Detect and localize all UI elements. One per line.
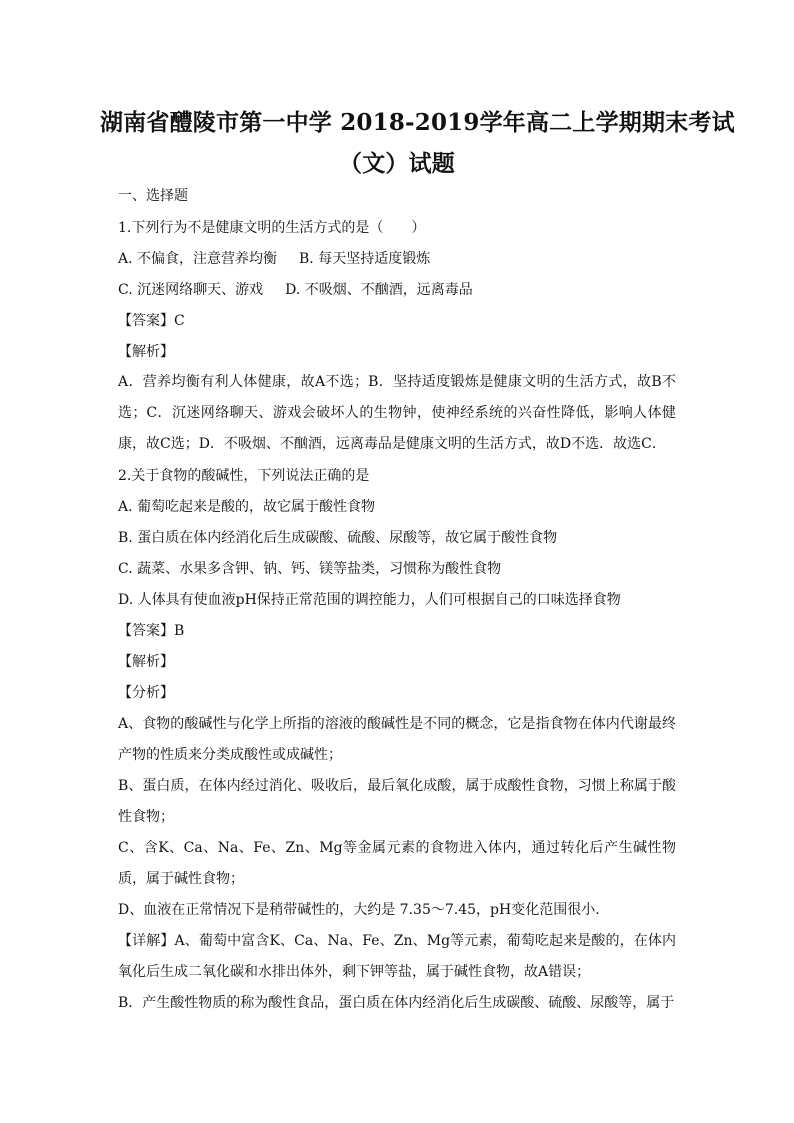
question-2-stem: 2.关于食物的酸碱性，下列说法正确的是 <box>118 468 370 484</box>
question-2-option-a: A. 葡萄吃起来是酸的，故它属于酸性食物 <box>118 499 376 515</box>
question-2-analysis-label: 【解析】 <box>118 654 174 670</box>
question-1-option-d: D. 不吸烟、不酗酒，远离毒品 <box>285 282 473 298</box>
question-2-fenxi-c: C、含K、Ca、Na、Fe、Zn、Mg等金属元素的食物进入体内，通过转化后产生碱性物质，属于碱性食物； <box>118 840 676 887</box>
question-2-detail: 【详解】A、葡萄中富含K、Ca、Na、Fe、Zn、Mg等元素，葡萄吃起来是酸的，在体内氧化后生成二氧化碳和水排出体外，剩下钾等盐，属于碱性食物，故A错误； <box>118 933 676 980</box>
question-1-stem: 1.下列行为不是健康文明的生活方式的是（ ） <box>118 220 426 236</box>
question-2-fenxi-label: 【分析】 <box>118 685 174 701</box>
question-1-options-row-1 <box>118 250 430 268</box>
question-1-option-b: B. 每天坚持适度锻炼 <box>299 251 431 267</box>
question-2-answer: 【答案】B <box>118 623 185 639</box>
question-1-answer: 【答案】C <box>118 313 185 329</box>
question-2-fenxi-b: B、蛋白质，在体内经过消化、吸收后，最后氧化成酸，属于成酸性食物，习惯上称属于酸性食物； <box>118 778 676 825</box>
document-subtitle: （文）试题 <box>339 150 455 177</box>
question-2-option-c: C. 蔬菜、水果多含钾、钠、钙、镁等盐类，习惯称为酸性食物 <box>118 561 502 577</box>
question-2-fenxi-a: A、食物的酸碱性与化学上所指的溶液的酸碱性是不同的概念，它是指食物在体内代谢最终产物的性质来分类成酸性或成碱性； <box>118 716 676 763</box>
question-2-detail-b: B．产生酸性物质的称为酸性食品，蛋白质在体内经消化后生成碳酸、硫酸、尿酸等，属于 <box>118 995 675 1011</box>
document-title: 湖南省醴陵市第一中学 2018-2019学年高二上学期期末考试 <box>100 109 735 136</box>
question-1-option-a: A. 不偏食，注意营养均衡 <box>118 251 278 267</box>
question-2-option-d: D. 人体具有使血液pH保持正常范围的调控能力，人们可根据自己的口味选择食物 <box>118 592 621 608</box>
question-1-analysis: A．营养均衡有利人体健康，故A不选；B．坚持适度锻炼是健康文明的生活方式，故B不选；C．沉迷网络聊天、游戏会破坏人的生物钟，使神经系统的兴奋性降低，影响人体健康，故C选；D．不吸烟、不酗酒，远离毒品是健康文明的生活方式，故D不选．故选C． <box>118 374 676 452</box>
section-heading: 一、选择题 <box>118 188 188 204</box>
question-1-analysis-label: 【解析】 <box>118 344 174 360</box>
question-1-option-c: C. 沉迷网络聊天、游戏 <box>118 282 264 298</box>
question-1-options-row-2 <box>118 281 473 299</box>
question-2-option-b: B. 蛋白质在体内经消化后生成碳酸、硫酸、尿酸等，故它属于酸性食物 <box>118 530 558 546</box>
question-2-fenxi-d: D、血液在正常情况下是稍带碱性的，大约是 7.35～7.45，pH变化范围很小． <box>118 902 610 918</box>
